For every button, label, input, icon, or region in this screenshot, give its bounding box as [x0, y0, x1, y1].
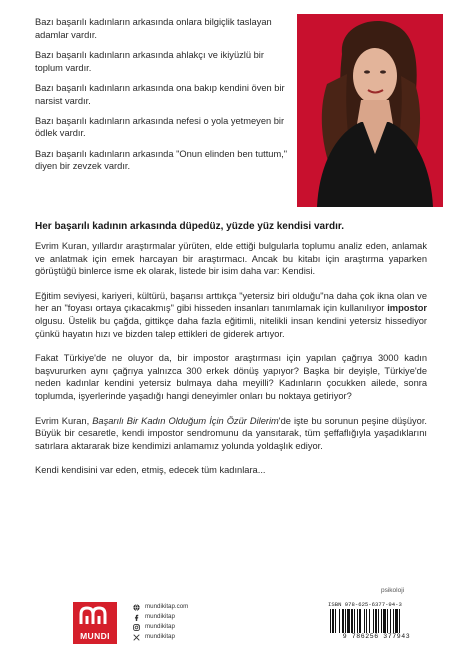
barcode-area — [320, 599, 433, 643]
cover-footer — [35, 587, 443, 644]
quote-list — [35, 16, 290, 181]
quote-3: Bazı başarılı kadınların arkasında ona bakıp kendini öven bir narsist vardır. — [35, 82, 285, 106]
paragraph-2-text-a: Eğitim seviyesi, kariyeri, kültürü, başarısı arttıkça "yetersiz biri olduğu"na daha çok ikna olan ve her an "foyası ortaya çıkacakmış" gibi hisseden insanları tanımlamak için kullanılıyor — [35, 290, 427, 314]
x-logo-icon — [133, 634, 140, 641]
paragraph-4-text-b: 'de işte bu sorunun peşine düşüyor. Büyük bir cesaretle, kendi impostor sendromunu da yansıtarak, tüm şeffaflığıyla yaşadıklarını satırlara aktararak bize kendimizi anlamamız yolunda yoldaşlık ediyor. — [35, 415, 427, 451]
quote-5: Bazı başarılı kadınların arkasında "Onun elinden ben tuttum," diyen bir zevzek vardır. — [35, 148, 288, 172]
instagram-link[interactable] — [133, 622, 273, 632]
instagram-text: mundikitap — [145, 623, 175, 630]
paragraph-3: Fakat Türkiye'de ne oluyor da, bir impostor araştırması için yapılan çağrıya 3000 kadın başvururken aynı çağrıya yalnızca 300 erkek dönüş yapıyor? Başka bir deyişle, Türkiye'de neden kadınlar kendini yetersiz bulmaya daha meyilli? Kadınların çocukken ailede, sonra toplumda, işyerlerinde yaşadığı hangi deneyimler onları bu noktaya getiriyor? — [35, 353, 427, 401]
website-text: mundikitap.com — [145, 603, 189, 610]
social-links — [133, 602, 273, 642]
isbn-text: ISBN 978-625-6377-94-3 — [328, 601, 402, 608]
back-cover — [35, 14, 443, 644]
barcode-bars — [330, 609, 426, 633]
blurb-body — [35, 240, 427, 489]
facebook-icon — [133, 614, 140, 621]
closing-line: Kendi kendisini var eden, etmiş, edecek tüm kadınlara... — [35, 465, 266, 476]
x-link[interactable] — [133, 632, 273, 642]
book-title-italic: Başarılı Bir Kadın Olduğum İçin Özür Dilerim — [92, 415, 279, 426]
author-portrait-illustration — [297, 14, 443, 207]
publisher-logo — [73, 602, 117, 644]
paragraph-1: Evrim Kuran, yıllardır araştırmalar yürüten, elde ettiği bulgularla toplumu analiz eden, anlamak ve anlatmak için emek harcayan bir araştırmacı. Ancak bu kitabı için araştırma yaparken görüştüğü binlerce isme ek olarak, listede bir isim daha var: Kendisi. — [35, 241, 427, 277]
publisher-logo-text: MUNDI — [80, 631, 110, 641]
barcode-number: 9 786256 377943 — [342, 633, 411, 640]
impostor-emphasis: impostor — [387, 303, 427, 314]
quote-4: Bazı başarılı kadınların arkasında nefesi o yola yetmeyen bir ödlek vardır. — [35, 115, 285, 139]
headline: Her başarılı kadının arkasında düpedüz, yüzde yüz kendisi vardır. — [35, 221, 344, 232]
quote-2: Bazı başarılı kadınların arkasında ahlakçı ve ikiyüzlü bir toplum vardır. — [35, 49, 264, 73]
quote-1: Bazı başarılı kadınların arkasında onlara bilgiçlik taslayan adamlar vardır. — [35, 17, 272, 40]
paragraph-2-text-b: olgusu. Üstelik bu çağda, gittikçe daha fazla eğitimli, nitelikli insan kendini yetersiz hissediyor çünkü hayatın hızı ve bizden talep ettikleri de giderek artıyor. — [35, 315, 427, 339]
genre-label: psikoloji — [381, 587, 405, 594]
paragraph-4 — [35, 415, 427, 453]
facebook-link[interactable] — [133, 612, 273, 622]
facebook-text: mundikitap — [145, 613, 175, 620]
x-text: mundikitap — [145, 633, 175, 640]
paragraph-4-text-a: Evrim Kuran, — [35, 415, 93, 426]
globe-icon — [133, 604, 140, 611]
mundi-logo-mark — [73, 602, 117, 632]
author-photo — [297, 14, 443, 207]
website-link[interactable] — [133, 602, 273, 612]
paragraph-2 — [35, 290, 427, 340]
instagram-icon — [133, 624, 140, 631]
